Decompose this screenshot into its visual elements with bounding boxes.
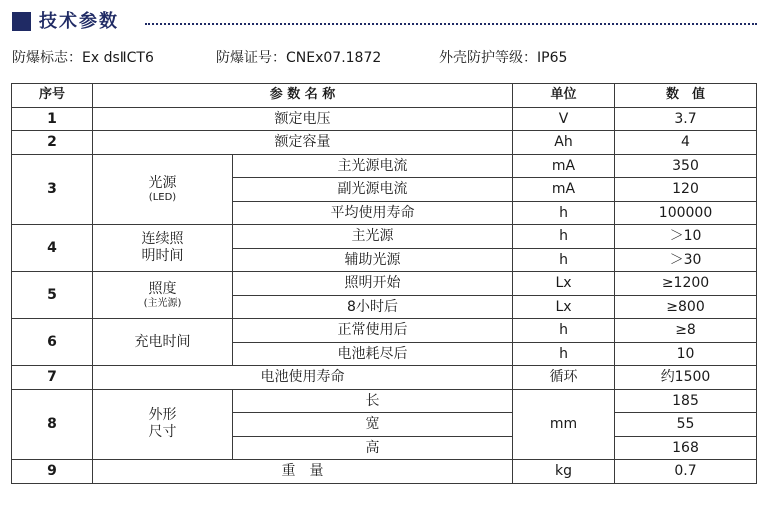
- row-name: 平均使用寿命: [233, 201, 513, 225]
- row-value: 350: [615, 154, 757, 178]
- header-dotted-divider: [145, 23, 757, 25]
- header-no: 序号: [12, 84, 93, 108]
- protection-text: 外壳防护等级：IP65: [439, 50, 568, 66]
- row-name: 额定容量: [93, 131, 513, 155]
- category-label: 照度: [148, 280, 177, 297]
- spec-line: [12, 47, 757, 69]
- row-value: 100000: [615, 201, 757, 225]
- row-unit: mA: [513, 178, 615, 202]
- category-label: 光源: [148, 174, 177, 191]
- row-name: 重 量: [93, 460, 513, 484]
- header-unit: 单位: [513, 84, 615, 108]
- row-unit: mA: [513, 154, 615, 178]
- table-row: [12, 319, 757, 343]
- section-header: [12, 10, 757, 34]
- row-unit: Lx: [513, 295, 615, 319]
- row-unit: V: [513, 107, 615, 131]
- row-name: 主光源电流: [233, 154, 513, 178]
- row-name: 长: [233, 389, 513, 413]
- row-value: 4: [615, 131, 757, 155]
- row-value: 3.7: [615, 107, 757, 131]
- table-row: [12, 272, 757, 296]
- table-row: [12, 366, 757, 390]
- table-row: [12, 389, 757, 413]
- row-value: 168: [615, 436, 757, 460]
- row-unit: mm: [513, 389, 615, 460]
- row-category: [93, 272, 233, 319]
- category-label-line1: 外形: [148, 407, 177, 424]
- section-title: 技术参数: [39, 11, 119, 32]
- row-unit: h: [513, 342, 615, 366]
- row-no: 1: [12, 107, 93, 131]
- row-name: 额定电压: [93, 107, 513, 131]
- row-name: 副光源电流: [233, 178, 513, 202]
- row-unit: h: [513, 319, 615, 343]
- header-square-icon: [12, 12, 31, 31]
- row-unit: h: [513, 201, 615, 225]
- category-label-line2: 明时间: [141, 248, 184, 264]
- row-category: [93, 225, 233, 272]
- table-row: [12, 460, 757, 484]
- row-name: 电池耗尽后: [233, 342, 513, 366]
- row-value: 10: [615, 342, 757, 366]
- table-row: [12, 225, 757, 249]
- row-value: ＞30: [615, 248, 757, 272]
- table-row: [12, 107, 757, 131]
- row-category: [93, 154, 233, 225]
- row-unit: Lx: [513, 272, 615, 296]
- table-header-row: [12, 84, 757, 108]
- row-name: 照明开始: [233, 272, 513, 296]
- row-value: 约1500: [615, 366, 757, 390]
- row-value: 185: [615, 389, 757, 413]
- row-no: 5: [12, 272, 93, 319]
- row-value: ＞10: [615, 225, 757, 249]
- row-value: ≥8: [615, 319, 757, 343]
- row-no: 8: [12, 389, 93, 460]
- header-value: 数 值: [615, 84, 757, 108]
- category-sub-label: (主光源): [143, 297, 182, 309]
- row-no: 9: [12, 460, 93, 484]
- row-no: 6: [12, 319, 93, 366]
- category-label-line1: 连续照: [141, 231, 184, 247]
- row-category: 充电时间: [93, 319, 233, 366]
- row-name: 主光源: [233, 225, 513, 249]
- category-label-line2: 尺寸: [148, 424, 177, 441]
- row-name: 8小时后: [233, 295, 513, 319]
- row-value: 120: [615, 178, 757, 202]
- certificate-text: 防爆证号：CNEx07.1872: [216, 50, 382, 66]
- row-no: 2: [12, 131, 93, 155]
- row-value: ≥800: [615, 295, 757, 319]
- category-sub-label: (LED): [148, 191, 177, 203]
- table-row: [12, 154, 757, 178]
- row-name: 辅助光源: [233, 248, 513, 272]
- parameter-table: [11, 83, 757, 484]
- row-value: ≥1200: [615, 272, 757, 296]
- header-param: 参 数 名 称: [93, 84, 513, 108]
- row-name: 高: [233, 436, 513, 460]
- explosion-mark-text: 防爆标志：Ex dsⅡCT6: [12, 50, 154, 66]
- row-category: [93, 389, 233, 460]
- row-no: 3: [12, 154, 93, 225]
- row-no: 7: [12, 366, 93, 390]
- row-unit: Ah: [513, 131, 615, 155]
- row-unit: 循环: [513, 366, 615, 390]
- row-name: 电池使用寿命: [93, 366, 513, 390]
- row-value: 0.7: [615, 460, 757, 484]
- row-unit: kg: [513, 460, 615, 484]
- row-name: 宽: [233, 413, 513, 437]
- row-unit: h: [513, 225, 615, 249]
- row-unit: h: [513, 248, 615, 272]
- row-value: 55: [615, 413, 757, 437]
- row-no: 4: [12, 225, 93, 272]
- table-row: [12, 131, 757, 155]
- row-name: 正常使用后: [233, 319, 513, 343]
